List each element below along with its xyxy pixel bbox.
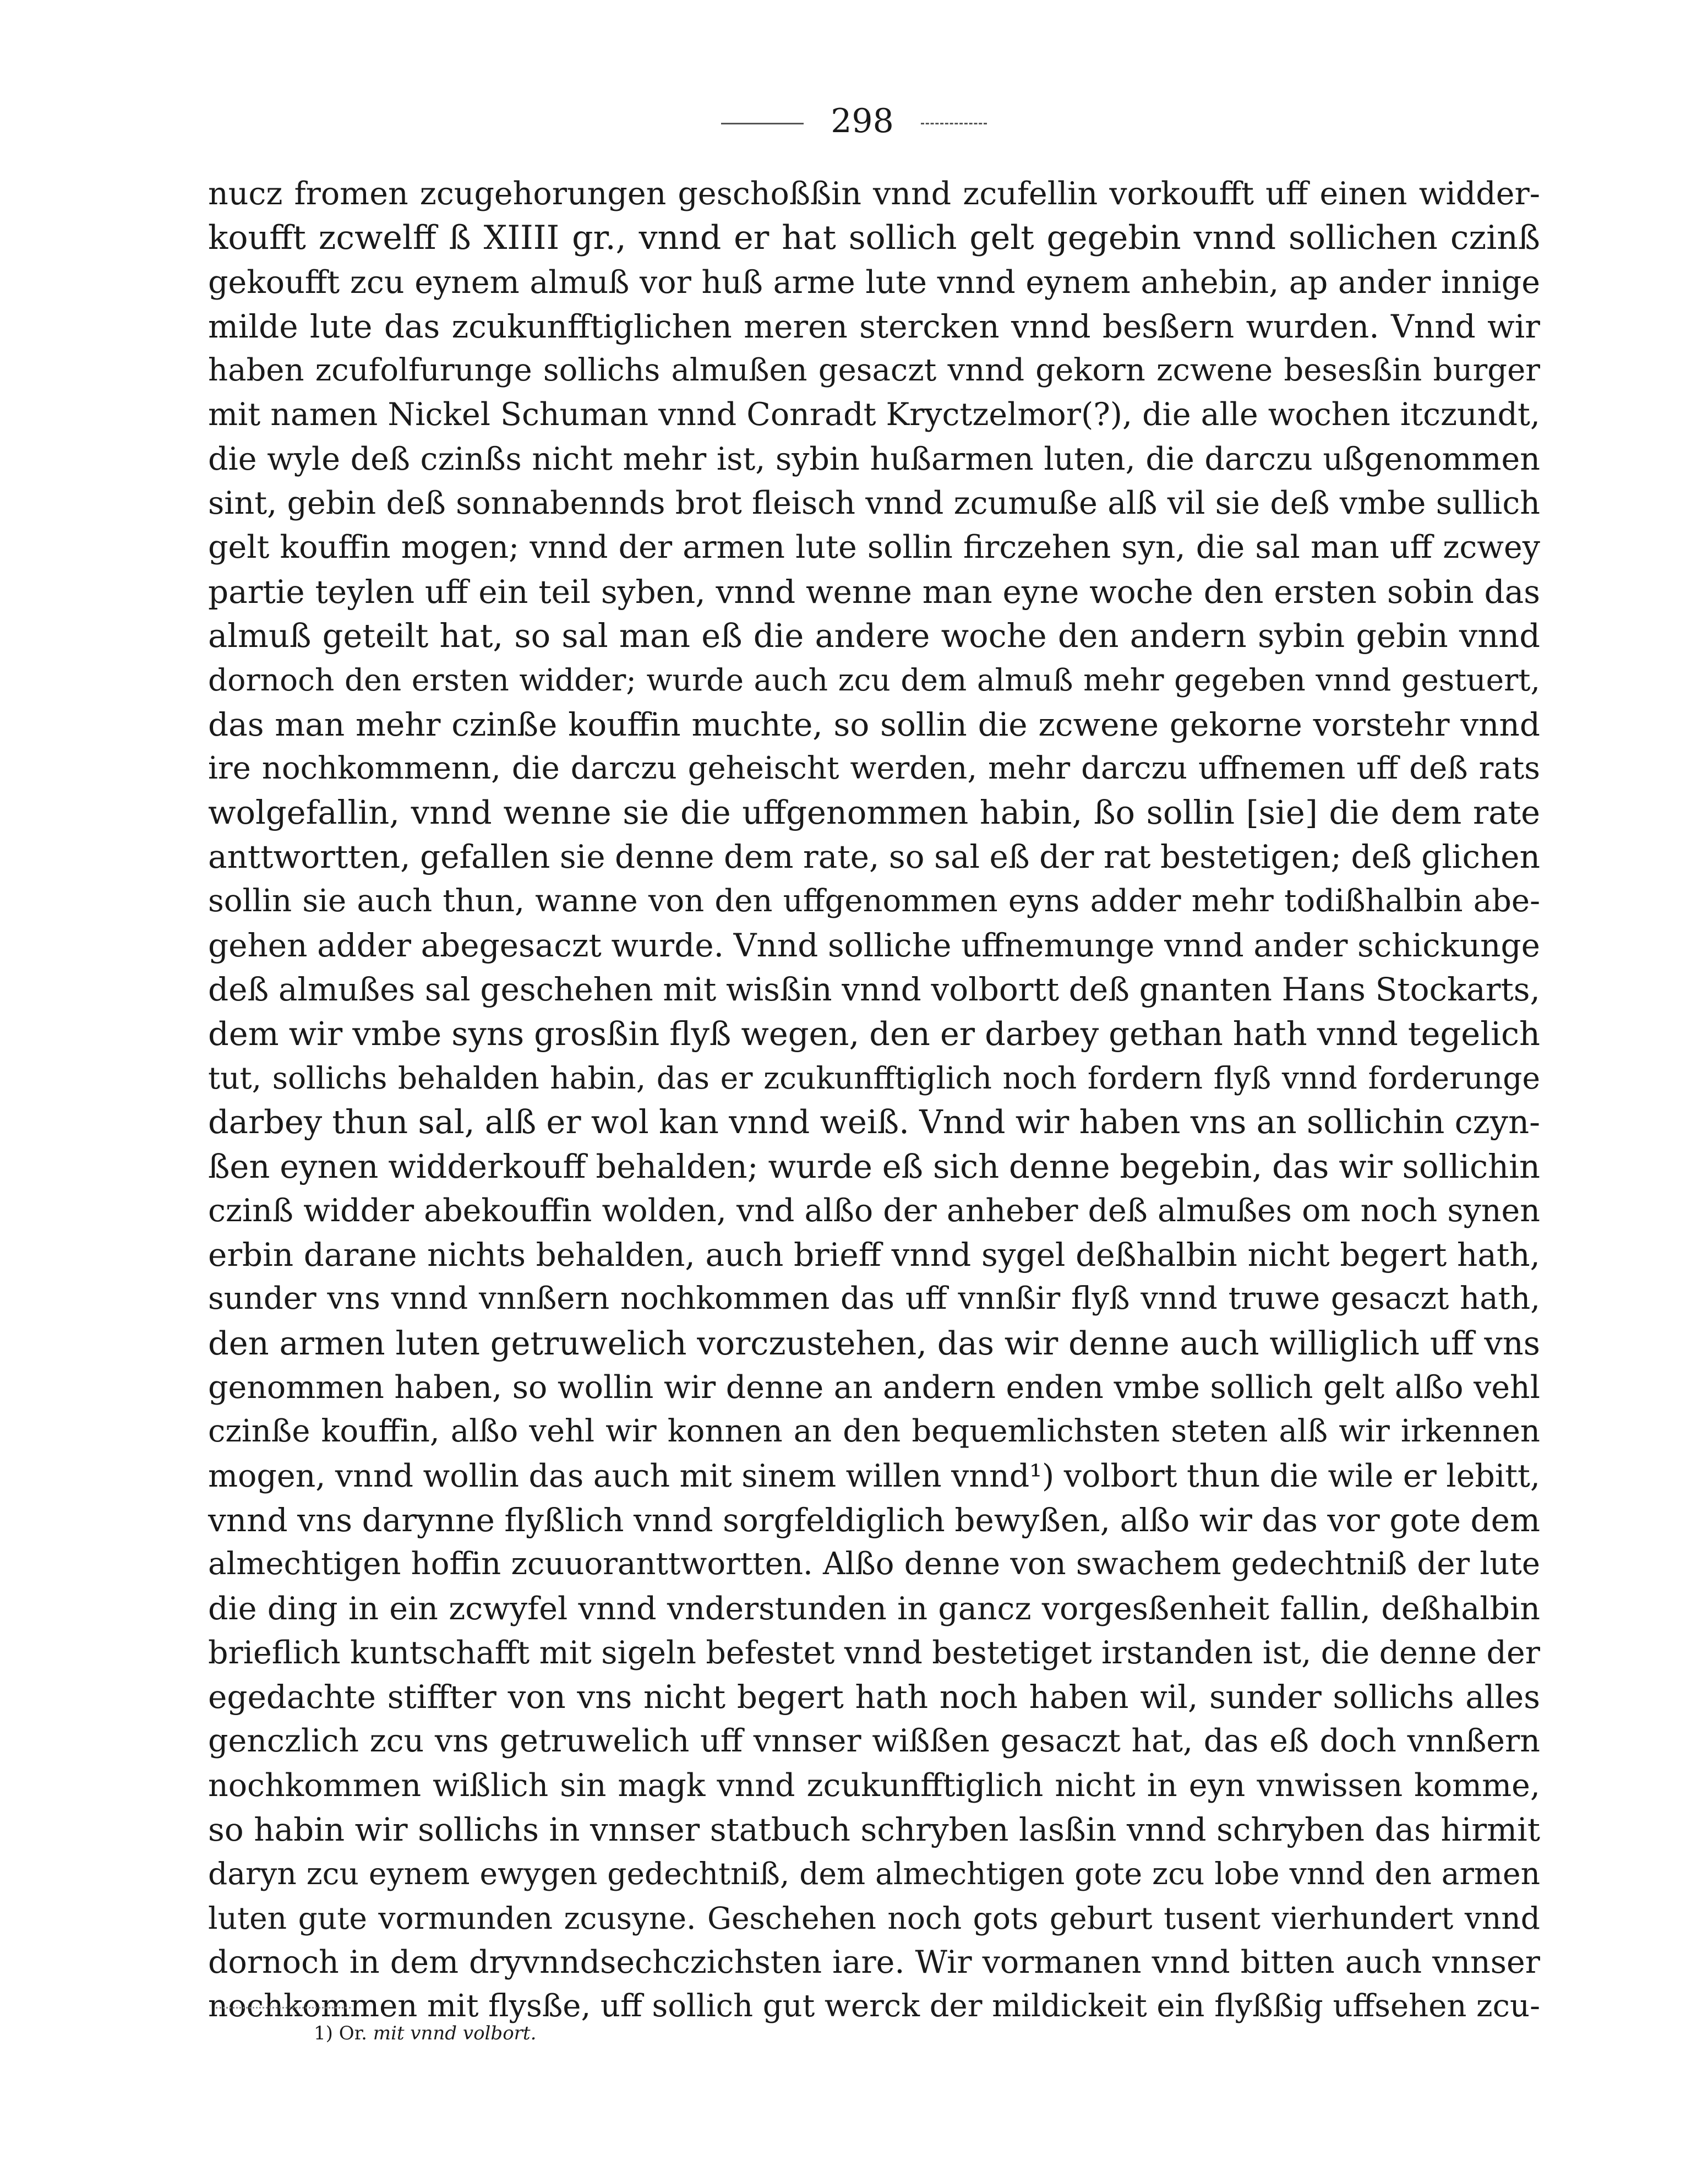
text-line: daryn zcu eynem ewygen gedechtniß, dem almechtigen gote zcu lobe vnnd den armen xyxy=(208,1856,1540,1892)
text-line: sunder vns vnnd vnnßern nochkommen das uff vnnßir flyß vnnd truwe gesaczt hath, xyxy=(208,1281,1540,1317)
header-rule-left xyxy=(721,123,804,124)
text-line: die ding in ein zcwyfel vnnd vnderstunden in gancz vorgesßenheit fallin, deßhalbin xyxy=(208,1590,1540,1627)
text-line: partie teylen uff ein teil syben, vnnd wenne man eyne woche den ersten sobin das xyxy=(208,573,1540,611)
text-line: milde lute das zcukunfftiglichen meren stercken vnnd besßern wurden. Vnnd wir xyxy=(208,307,1540,345)
text-line: luten gute vormunden zcusyne. Geschehen noch gots geburt tusent vierhundert vnnd xyxy=(208,1900,1540,1936)
text-line: czinß widder abekouffin wolden, vnd alßo der anheber deß almußes om noch synen xyxy=(208,1192,1540,1229)
text-line: das man mehr czinße kouffin muchte, so sollin die zcwene gekorne vorstehr vnnd xyxy=(208,705,1540,743)
text-line: anttwortten, gefallen sie denne dem rate, so sal eß der rat bestetigen; deß glichen xyxy=(208,838,1540,876)
text-line: gehen adder abegesaczt wurde. Vnnd solliche uffnemunge vnnd ander schickunge xyxy=(208,927,1540,965)
text-line: mit namen Nickel Schuman vnnd Conradt Kryctzelmor(?), die alle wochen itczundt, xyxy=(208,396,1540,433)
page-number: 298 xyxy=(831,102,894,140)
text-line: wolgefallin, vnnd wenne sie die uffgenommen habin, ßo sollin [sie] die dem rate xyxy=(208,793,1540,832)
text-line: koufft zcwelff ß XIIII gr., vnnd er hat sollich gelt gegebin vnnd sollichen czinß xyxy=(208,219,1540,258)
text-line: darbey thun sal, alß er wol kan vnnd weiß. Vnnd wir haben vns an sollichin czyn- xyxy=(208,1103,1540,1141)
text-line: dem wir vmbe syns grosßin flyß wegen, den er darbey gethan hath vnnd tegelich xyxy=(208,1014,1540,1053)
footnote-divider xyxy=(216,2007,351,2009)
text-line: deß almußes sal geschehen mit wisßin vnnd volbortt deß gnanten Hans Stockarts, xyxy=(208,971,1540,1009)
text-line: ire nochkommenn, die darczu geheischt werden, mehr darczu uffnemen uff deß rats xyxy=(208,750,1540,786)
header-rule-right xyxy=(921,123,987,124)
text-line: den armen luten getruwelich vorczustehen, das wir denne auch williglich uff vns xyxy=(208,1324,1540,1362)
text-line: mogen, vnnd wollin das auch mit sinem willen vnnd¹) volbort thun die wile er lebitt, xyxy=(208,1457,1540,1494)
body-text xyxy=(208,172,1540,2028)
text-line: dornoch in dem dryvnndsechczichsten iare. Wir vormanen vnnd bitten auch vnnser xyxy=(208,1944,1540,1980)
footnote-mark: 1) Or. xyxy=(314,2022,367,2044)
text-line: gelt kouffin mogen; vnnd der armen lute sollin firczehen syn, die sal man uff zcwey xyxy=(208,529,1540,566)
text-line: haben zcufolfurunge sollichs almußen gesaczt vnnd gekorn zcwene besesßin burger xyxy=(208,352,1540,389)
text-line: czinße kouffin, alßo vehl wir konnen an den bequemlichsten steten alß wir irkennen xyxy=(208,1413,1540,1450)
text-line: almuß geteilt hat, so sal man eß die andere woche den andern sybin gebin vnnd xyxy=(208,616,1540,655)
footnote-text: mit vnnd volbort. xyxy=(373,2022,537,2044)
text-line: genommen haben, so wollin wir denne an andern enden vmbe sollich gelt alßo vehl xyxy=(208,1369,1540,1406)
text-line: gekoufft zcu eynem almuß vor huß arme lute vnnd eynem anhebin, ap ander innige xyxy=(208,264,1540,301)
text-line: genczlich zcu vns getruwelich uff vnnser wißßen gesaczt hat, das eß doch vnnßern xyxy=(208,1723,1540,1760)
text-line: nucz fromen zcugehorungen geschoßßin vnnd zcufellin vorkoufft uff einen widder- xyxy=(208,176,1540,212)
text-line: erbin darane nichts behalden, auch brieff vnnd sygel deßhalbin nicht begert hath, xyxy=(208,1236,1540,1274)
text-line: ßen eynen widderkouff behalden; wurde eß sich denne begebin, das wir sollichin xyxy=(208,1147,1540,1185)
text-line: sollin sie auch thun, wanne von den uffgenommen eyns adder mehr todißhalbin abe- xyxy=(208,883,1540,919)
text-line: vnnd vns darynne flyßlich vnnd sorgfeldiglich bewyßen, alßo wir das vor gote dem xyxy=(208,1501,1540,1539)
text-line: brieflich kuntschafft mit sigeln befestet vnnd bestetiget irstanden ist, die denne der xyxy=(208,1634,1540,1671)
footnote xyxy=(314,2021,536,2046)
text-line: so habin wir sollichs in vnnser statbuch schryben lasßin vnnd schryben das hirmit xyxy=(208,1810,1540,1848)
text-line: nochkommen mit flysße, uff sollich gut werck der mildickeit ein flyßßig uffsehen zcu- xyxy=(208,1988,1540,2025)
text-line: dornoch den ersten widder; wurde auch zcu dem almuß mehr gegeben vnnd gestuert, xyxy=(208,662,1540,698)
text-line: egedachte stiffter von vns nicht begert hath noch haben wil, sunder sollichs alles xyxy=(208,1678,1540,1716)
page-header xyxy=(0,99,1708,143)
text-line: nochkommen wißlich sin magk vnnd zcukunfftiglich nicht in eyn vnwissen komme, xyxy=(208,1767,1540,1804)
text-line: sint, gebin deß sonnabennds brot fleisch vnnd zcumuße alß vil sie deß vmbe sullich xyxy=(208,485,1540,522)
text-line: die wyle deß czinßs nicht mehr ist, sybin hußarmen luten, die darczu ußgenommen xyxy=(208,440,1540,477)
text-line: almechtigen hoffin zcuuoranttwortten. Alßo denne von swachem gedechtniß der lute xyxy=(208,1546,1540,1582)
text-line: tut, sollichs behalden habin, das er zcukunfftiglich noch fordern flyß vnnd forderunge xyxy=(208,1060,1540,1096)
